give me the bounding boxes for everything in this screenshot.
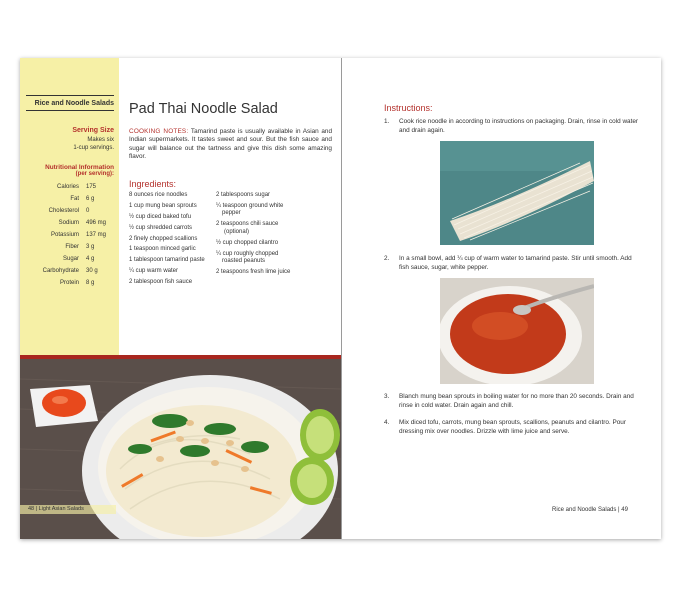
nutrition-row-name: Sodium	[58, 220, 79, 226]
nutrition-row-name: Sugar	[62, 256, 79, 262]
ingredient-item: ¼ cup roughly chopped roasted peanuts	[216, 250, 279, 265]
recipe-title: Pad Thai Noodle Salad	[129, 101, 278, 117]
nutrition-sidebar	[20, 58, 119, 358]
book-spread	[20, 58, 661, 539]
ingredient-item: 2 finely chopped scallions	[129, 235, 198, 242]
nutrition-row	[20, 255, 119, 263]
rice-noodles-photo-art	[440, 141, 594, 245]
ingredient-item: ½ cup shredded carrots	[129, 224, 193, 231]
instruction-step	[384, 255, 639, 275]
nutrition-row	[20, 183, 119, 191]
nutrition-row	[20, 279, 119, 287]
serving-size-label: Serving Size	[72, 127, 114, 134]
left-page	[20, 58, 341, 539]
ingredient-item: ¼ cup warm water	[129, 268, 179, 275]
nutrition-row-name: Potassium	[50, 232, 79, 238]
ingredient-item: 1 tablespoon tamarind paste	[129, 257, 205, 264]
nutrition-row-value: 4 g	[86, 256, 95, 262]
step-text: Blanch mung bean sprouts in boiling water for no more than 20 seconds. Drain and rinse in cold water. Drain again and chill.	[399, 393, 634, 409]
ingredients-column-1	[129, 192, 217, 290]
right-page-footer: Rice and Noodle Salads | 49	[552, 507, 628, 513]
nutrition-row	[20, 195, 119, 203]
ingredient-item: 2 teaspoons fresh lime juice	[216, 268, 291, 275]
nutrition-row-value: 8 g	[86, 280, 95, 286]
step-number: 1.	[384, 118, 390, 125]
serving-size-line2: 1-cup servings.	[73, 145, 114, 151]
nutrition-row	[20, 219, 119, 227]
step-number: 3.	[384, 393, 390, 400]
nutrition-row	[20, 207, 119, 215]
nutrition-row-name: Fat	[70, 196, 79, 202]
nutrition-row-name: Fiber	[65, 244, 79, 250]
cooking-notes	[129, 128, 332, 161]
nutrition-sublabel: (per serving):	[75, 171, 114, 177]
step-number: 4.	[384, 419, 390, 426]
nutrition-row-name: Calories	[56, 184, 79, 190]
section-name: Rice and Noodle Salads	[26, 100, 114, 111]
instruction-step	[384, 118, 639, 138]
nutrition-row-name: Protein	[59, 280, 79, 286]
cooking-notes-text: Tamarind paste is usually available in Asian and Indian supermarkets. It tastes sweet and sour. But the fish sauce and sugar will balance out the tartness and give this dish some amazing flavor.	[129, 128, 332, 160]
step-number: 2.	[384, 255, 390, 262]
nutrition-heading-block	[26, 164, 114, 177]
nutrition-row-value: 175	[86, 184, 97, 190]
instruction-step	[384, 419, 639, 439]
left-page-footer: 48 | Light Asian Salads	[20, 505, 116, 514]
ingredient-item: 2 teaspoons chili sauce (optional)	[216, 221, 279, 235]
nutrition-row-name: Carbohydrate	[42, 268, 79, 274]
ingredient-item: 1 teaspoon minced garlic	[129, 246, 196, 253]
right-page	[342, 58, 661, 539]
ingredients-column-2	[216, 192, 296, 280]
instruction-step	[384, 393, 639, 413]
sidebar-top-rule	[26, 95, 114, 96]
cooking-notes-label: COOKING NOTES:	[129, 128, 189, 135]
nutrition-row-value: 30 g	[86, 268, 98, 274]
step-text: In a small bowl, add ¼ cup of warm water to tamarind paste. Stir until smooth. Add fish sauce, sugar, white pepper.	[399, 255, 632, 271]
rice-noodles-photo	[440, 141, 594, 245]
ingredient-item: ¼ teaspoon ground white pepper	[216, 202, 284, 217]
ingredient-item: ½ cup chopped cilantro	[216, 239, 279, 246]
ingredient-item: 1 cup mung bean sprouts	[129, 202, 197, 209]
serving-size-block	[26, 127, 114, 152]
step-text: Cook rice noodle in according to instructions on packaging. Drain, rinse in cold water and drain again.	[399, 118, 639, 134]
nutrition-row-value: 137 mg	[86, 232, 107, 238]
ingredient-item: 8 ounces rice noodles	[129, 192, 188, 198]
ingredient-item: 2 tablespoons sugar	[216, 192, 271, 198]
nutrition-row-name: Cholesterol	[48, 208, 79, 214]
ingredients-heading: Ingredients:	[129, 179, 177, 189]
instructions-heading: Instructions:	[384, 103, 433, 113]
nutrition-label: Nutritional Information	[45, 164, 114, 171]
nutrition-row	[20, 267, 119, 275]
tamarind-sauce-photo	[440, 278, 594, 384]
tamarind-sauce-photo-art	[440, 278, 594, 384]
nutrition-row-value: 3 g	[86, 244, 95, 250]
ingredient-item: 2 tablespoon fish sauce	[129, 279, 193, 286]
ingredient-item: ½ cup diced baked tofu	[129, 213, 192, 220]
nutrition-row-value: 496 mg	[86, 220, 107, 226]
nutrition-row	[20, 243, 119, 251]
nutrition-row-value: 6 g	[86, 196, 95, 202]
nutrition-row	[20, 231, 119, 239]
nutrition-row-value: 0	[86, 208, 90, 214]
serving-size-line1: Makes six	[87, 137, 114, 143]
step-text: Mix diced tofu, carrots, mung bean sprouts, scallions, peanuts and cilantro. Pour dressing mix over noodles. Drizzle with lime juice and serve.	[399, 419, 626, 435]
